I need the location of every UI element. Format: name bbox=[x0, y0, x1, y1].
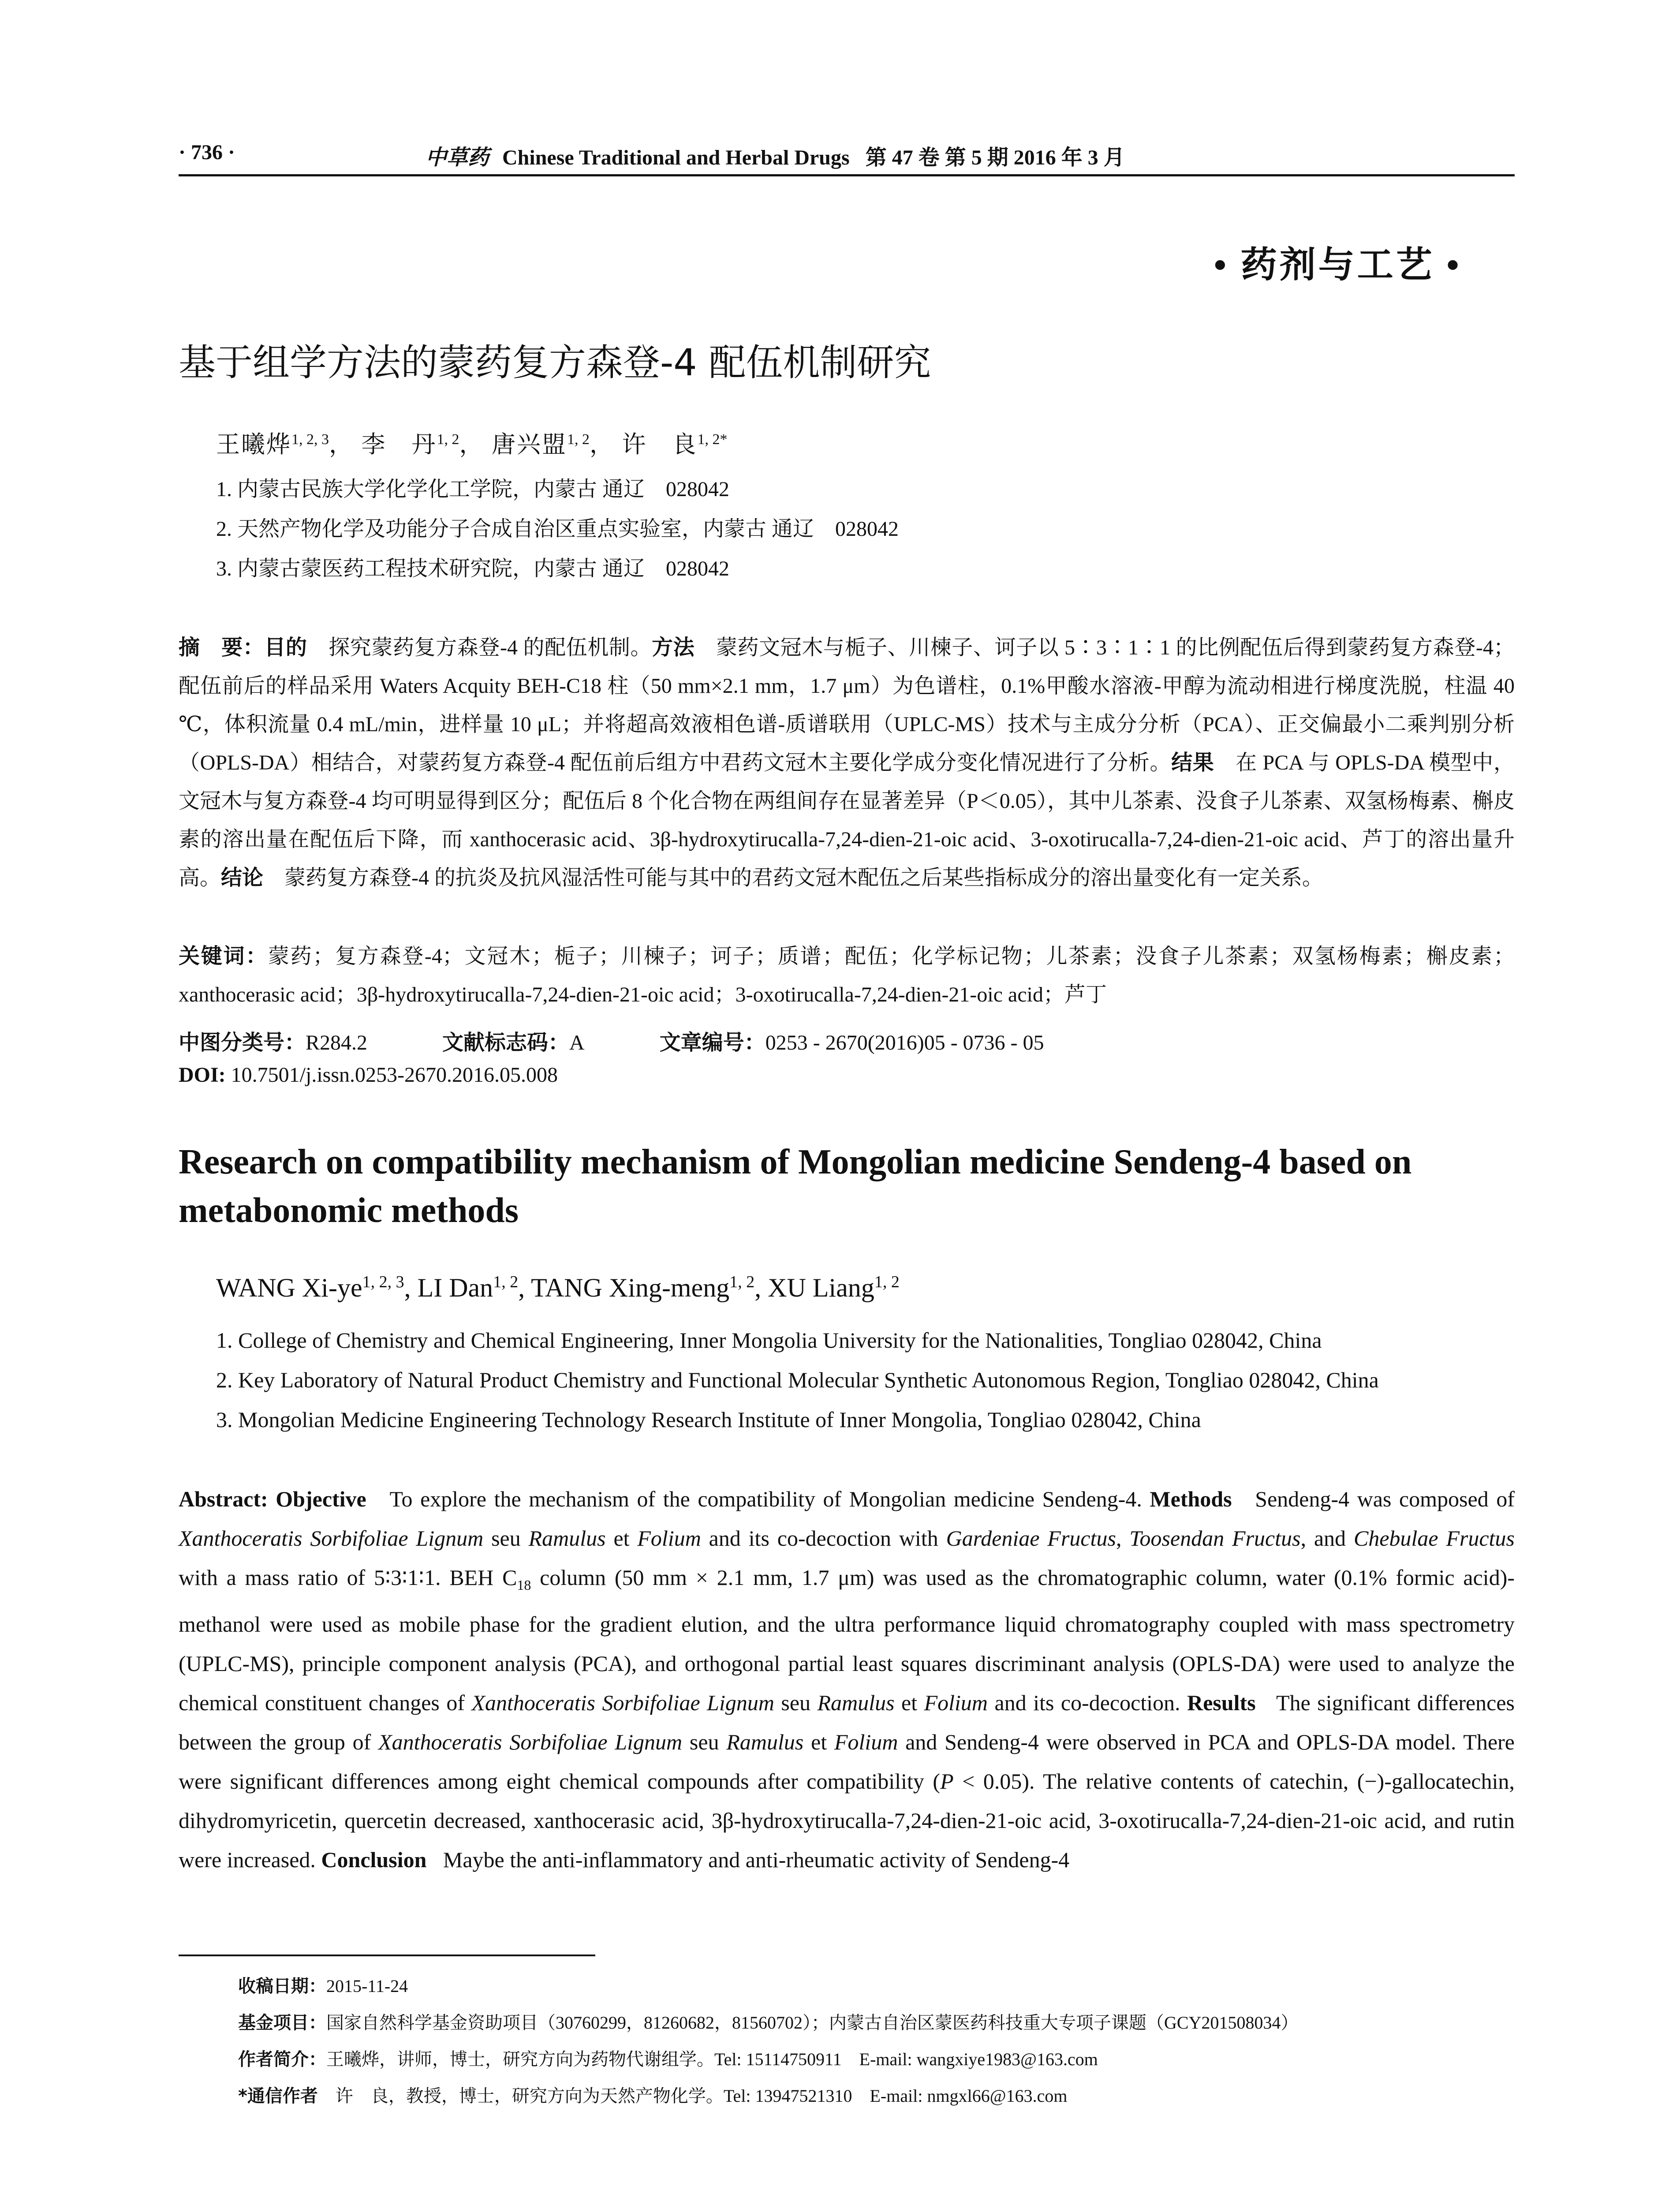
en-author-sup: 1, 2 bbox=[874, 1273, 900, 1291]
page-number: · 736 · bbox=[179, 141, 235, 164]
cn-objective-label: 目的 bbox=[264, 635, 307, 660]
corr-label: *通信作者 bbox=[238, 2086, 318, 2106]
cn-keywords-line2: 素；槲皮素；xanthocerasic acid；3β-hydroxytirucalla-7,24-dien-21-oic acid；3-oxotirucalla-7,24-dien-21-oic acid；芦丁 bbox=[179, 945, 1515, 1006]
cn-conclusion-label: 结论 bbox=[221, 865, 264, 890]
fund-label: 基金项目： bbox=[238, 2013, 326, 2033]
author-bio-value: 王曦烨，讲师，博士，研究方向为药物代谢组学。Tel: 15114750911 E-mail: wangxiye1983@163.com bbox=[326, 2049, 1098, 2069]
cn-keywords bbox=[179, 937, 1515, 1014]
doi-line bbox=[179, 1063, 558, 1087]
cn-author-sup: 1, 2, 3 bbox=[291, 431, 329, 448]
cn-author-sup: 1, 2 bbox=[437, 431, 459, 448]
cn-affiliation: 2. 天然产物化学及功能分子合成自治区重点实验室，内蒙古 通辽 028042 bbox=[216, 517, 899, 541]
cn-author: 许 良 bbox=[622, 431, 698, 458]
en-author: WANG Xi-ye bbox=[216, 1273, 362, 1302]
cn-keywords-line1: 蒙药；复方森登-4；文冠木；栀子；川楝子；诃子；质谱；配伍；化学标记物；儿茶素；没食子儿茶素；双氢杨梅 bbox=[268, 945, 1382, 968]
en-author: LI Dan bbox=[417, 1273, 493, 1302]
cn-conclusion-text: 蒙药复方森登-4 的抗炎及抗风湿活性可能与其中的君药文冠木配伍之后某些指标成分的溶出量变化有一定关系。 bbox=[284, 866, 1324, 889]
cn-title: 基于组学方法的蒙药复方森登-4 配伍机制研究 bbox=[179, 341, 931, 384]
cn-author: 王曦烨 bbox=[216, 431, 291, 458]
cn-affiliation: 1. 内蒙古民族大学化学化工学院，内蒙古 通辽 028042 bbox=[216, 478, 730, 501]
cn-abstract-label: 摘 要： bbox=[179, 635, 265, 660]
running-header bbox=[179, 140, 1515, 171]
en-author: XU Liang bbox=[768, 1273, 874, 1302]
article-no-label: 文章编号： bbox=[659, 1030, 765, 1055]
fund-value: 国家自然科学基金资助项目（30760299，81260682，81560702）；内蒙古自治区蒙医药科技重大专项子课题（GCY201508034） bbox=[326, 2013, 1299, 2033]
en-title: Research on compatibility mechanism of Mongolian medicine Sendeng-4 based on metabonomic methods bbox=[179, 1143, 1412, 1230]
footnote-author bbox=[238, 2045, 1098, 2070]
cn-objective-text: 探究蒙药复方森登-4 的配伍机制。 bbox=[329, 636, 652, 659]
cn-affiliation: 3. 内蒙古蒙医药工程技术研究院，内蒙古 通辽 028042 bbox=[216, 557, 730, 580]
footnote-correspondence bbox=[238, 2082, 1067, 2107]
footnote-fund bbox=[238, 2009, 1298, 2034]
doi-label: DOI: bbox=[179, 1063, 226, 1087]
en-author: TANG Xing-meng bbox=[531, 1273, 730, 1302]
journal-name-en: Chinese Traditional and Herbal Drugs bbox=[502, 146, 850, 169]
en-author-sup: 1, 2 bbox=[493, 1273, 519, 1291]
en-author-list: WANG Xi-ye$^{1, 2, 3}$, LI Dan$^{1, 2}$, TANG Xing-meng$^{1, 2}$, XU Liang$^{1, 2}$ bbox=[216, 1273, 900, 1302]
cn-author-sup: 1, 2 bbox=[567, 431, 590, 448]
cn-methods-text: 蒙药文冠木与栀子、川楝子、诃子以 5∶3∶1∶1 的比例配伍后得到蒙药复方森登-4；配伍前后的样品采用 Waters Acquity BEH-C18 柱（50 mm×2.1 mm，1.7 μm）为色谱柱，0.1%甲酸水溶液-甲醇为流动相进行梯度洗脱，柱温 40 ℃，体积流量 0.4 mL/min，进样量 10 μL；并将超高效液相色谱-质谱联用（UPLC-MS）技术与主成分分析（PCA）、正交偏最小二乘判别分析（OPLS-DA）相结合，对蒙药复方森登-4 配伍前后组方中君药文冠木主要化学成分变化情况进行了分析。 bbox=[179, 636, 1515, 774]
cn-author: 李 丹 bbox=[361, 431, 437, 458]
cn-classification bbox=[179, 1025, 1044, 1056]
cn-author-sup: 1, 2* bbox=[697, 431, 728, 448]
clc-value: R284.2 bbox=[306, 1031, 368, 1054]
en-abstract: Abstract: Objective To explore the mechanism of the compatibility of Mongolian medicine Sendeng-4. Methods Sendeng-4 was composed of Xanthoceratis Sorbifoliae Lignum seu Ramulus et Folium and its co-decoction with Gardeniae Fructus, Toosendan Fructus, and Chebulae Fructus with a mass ratio of 5∶3∶1∶1. BEH $C_{18}$ column (50 mm × 2.1 mm, 1.7 μm) was used as the chromatographic column, water (0.1% formic acid)-methanol were used as mobile phase for the gradient elution, and the ultra performance liquid chromatography coupled with mass spectrometry (UPLC-MS), principle component analysis (PCA), and orthogonal partial least squares discriminant analysis (OPLS-DA) were used to analyze the chemical constituent changes of Xanthoceratis Sorbifoliae Lignum seu Ramulus et Folium and its co-decoction. Results The significant differences between the group of Xanthoceratis Sorbifoliae Lignum seu Ramulus et Folium and Sendeng-4 were observed in PCA and OPLS-DA model. There were significant differences among eight chemical compounds after compatibility (P < 0.05). The relative contents of catechin, (−)-gallocatechin, dihydromyricetin, quercetin decreased, xanthocerasic acid, 3β-hydroxytirucalla-7,24-dien-21-oic acid, 3-oxotirucalla-7,24-dien-21-oic acid, and rutin were increased. Conclusion Maybe the anti-inflammatory and anti-rheumatic activity of Sendeng-4 bbox=[179, 1487, 1515, 1872]
en-author-sup: 1, 2 bbox=[729, 1273, 755, 1291]
received-value: 2015-11-24 bbox=[326, 1976, 408, 1996]
en-affiliation: 1. College of Chemistry and Chemical Engineering, Inner Mongolia University for the Nationalities, Tongliao 028042, China bbox=[216, 1328, 1322, 1353]
journal-name-cn: 中草药 bbox=[426, 145, 489, 170]
doc-code-label: 文献标志码： bbox=[442, 1030, 570, 1055]
en-affiliation: 2. Key Laboratory of Natural Product Chemistry and Functional Molecular Synthetic Autonomous Region, Tongliao 028042, China bbox=[216, 1368, 1379, 1392]
journal-issue: 第 47 卷 第 5 期 2016 年 3 月 bbox=[865, 146, 1125, 169]
clc-label: 中图分类号： bbox=[179, 1030, 306, 1055]
cn-results-text: 在 PCA 与 OPLS-DA 模型中，文冠木与复方森登-4 均可明显得到区分；配伍后 8 个化合物在两组间存在显著差异（P＜0.05），其中儿茶素、没食子儿茶素、双氢杨梅素、槲皮素的溶出量在配伍后下降，而 xanthocerasic acid、3β-hydroxytirucalla-7,24-dien-21-oic acid、3-oxotirucalla-7,24-dien-21-oic acid、芦丁的溶出量升高。 bbox=[179, 751, 1515, 889]
cn-author-list: 王曦烨$^{1, 2, 3}$， 李 丹$^{1, 2}$， 唐兴盟$^{1, 2}$， 许 良$^{1, 2*}$ bbox=[216, 431, 728, 458]
corr-value: 许 良，教授，博士，研究方向为天然产物化学。Tel: 13947521310 E-mail: nmgxl66@163.com bbox=[335, 2086, 1068, 2106]
en-author-sup: 1, 2, 3 bbox=[362, 1273, 404, 1291]
cn-author: 唐兴盟 bbox=[492, 431, 567, 458]
author-bio-label: 作者简介： bbox=[238, 2049, 326, 2070]
received-label: 收稿日期： bbox=[238, 1976, 326, 1996]
section-tag: • 药剂与工艺 • bbox=[1213, 245, 1462, 285]
header-rule bbox=[179, 174, 1515, 176]
doc-code-value: A bbox=[569, 1031, 585, 1054]
footnote-received bbox=[238, 1972, 408, 1997]
doi-value: 10.7501/j.issn.0253-2670.2016.05.008 bbox=[231, 1063, 558, 1087]
journal-name bbox=[426, 140, 1125, 171]
cn-methods-label: 方法 bbox=[652, 635, 695, 660]
cn-abstract bbox=[179, 628, 1515, 897]
footnote-rule bbox=[179, 1955, 595, 1956]
cn-results-label: 结果 bbox=[1171, 750, 1214, 775]
en-affiliation: 3. Mongolian Medicine Engineering Technology Research Institute of Inner Mongolia, Tongliao 028042, China bbox=[216, 1407, 1201, 1432]
cn-keywords-label: 关键词： bbox=[179, 944, 268, 968]
article-no-value: 0253 - 2670(2016)05 - 0736 - 05 bbox=[765, 1031, 1044, 1054]
